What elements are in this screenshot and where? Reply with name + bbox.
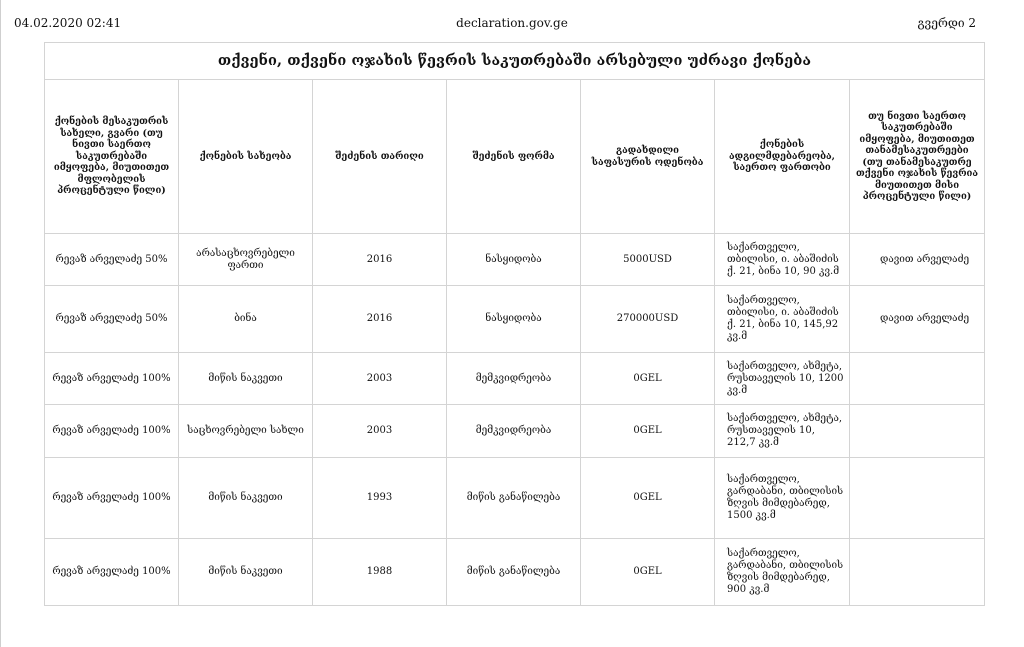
table-row [45, 405, 985, 458]
col-header-owner: ქონების მესაკუთრის სახელი, გვარი (თუ ნივთი საერთო საკუთრებაში იმყოფება, მიუთითეთ მფლობელის პროცენტული წილი) [45, 80, 179, 234]
col-header-price: გადახდილი საფასურის ოდენობა [581, 80, 715, 234]
cell-coowner: დავით არველაძე [850, 234, 985, 286]
cell-coowner [850, 405, 985, 458]
cell-location: საქართველო, ახმეტა, რუსთაველის 10, 212,7 კვ.მ [715, 405, 850, 458]
print-datetime: 04.02.2020 02:41 [14, 16, 122, 30]
page-left-edge [0, 0, 1, 647]
col-header-type: ქონების სახეობა [179, 80, 313, 234]
cell-coowner: დავით არველაძე [850, 286, 985, 353]
cell-date: 2003 [313, 405, 447, 458]
cell-form: მიწის განაწილება [447, 539, 581, 606]
cell-type: საცხოვრებელი სახლი [179, 405, 313, 458]
cell-owner: რევაზ არველაძე 50% [45, 286, 179, 353]
cell-price: 0GEL [581, 353, 715, 405]
cell-date: 1988 [313, 539, 447, 606]
col-header-coowner: თუ ნივთი საერთო საკუთრებაში იმყოფება, მიუთითეთ თანამესაკუთრეები (თუ თანამესაკუთრე თქვენი ოჯახის წევრია მიუთითეთ მისი პროცენტული წილი) [850, 80, 985, 234]
cell-location: საქართველო, გარდაბანი, თბილისის ზღვის მიმდებარედ, 900 კვ.მ [715, 539, 850, 606]
cell-form: ნასყიდობა [447, 286, 581, 353]
col-header-form: შეძენის ფორმა [447, 80, 581, 234]
cell-date: 2003 [313, 353, 447, 405]
table-row [45, 458, 985, 539]
table-row [45, 286, 985, 353]
cell-type: მიწის ნაკვეთი [179, 353, 313, 405]
cell-coowner [850, 353, 985, 405]
table-row [45, 234, 985, 286]
cell-location: საქართველო, ახმეტა, რუსთაველის 10, 1200 კვ.მ [715, 353, 850, 405]
cell-type: ბინა [179, 286, 313, 353]
cell-location: საქართველო, თბილისი, ი. აბაშიძის ქ. 21, ბინა 10, 145,92 კვ.მ [715, 286, 850, 353]
cell-form: მემკვიდრეობა [447, 353, 581, 405]
cell-coowner [850, 539, 985, 606]
real-estate-table [44, 42, 985, 606]
table-header-row [45, 80, 985, 234]
table-row [45, 353, 985, 405]
table-row [45, 539, 985, 606]
cell-owner: რევაზ არველაძე 50% [45, 234, 179, 286]
cell-type: არასაცხოვრებელი ფართი [179, 234, 313, 286]
site-name: declaration.gov.ge [456, 16, 568, 30]
cell-date: 2016 [313, 286, 447, 353]
cell-location: საქართველო, გარდაბანი, თბილისის ზღვის მიმდებარედ, 1500 კვ.მ [715, 458, 850, 539]
cell-type: მიწის ნაკვეთი [179, 458, 313, 539]
cell-owner: რევაზ არველაძე 100% [45, 539, 179, 606]
cell-date: 1993 [313, 458, 447, 539]
page-number: გვერდი 2 [917, 16, 976, 30]
cell-type: მიწის ნაკვეთი [179, 539, 313, 606]
cell-price: 0GEL [581, 458, 715, 539]
cell-price: 0GEL [581, 539, 715, 606]
cell-owner: რევაზ არველაძე 100% [45, 405, 179, 458]
cell-form: ნასყიდობა [447, 234, 581, 286]
col-header-location: ქონების ადგილმდებარეობა, საერთო ფართობი [715, 80, 850, 234]
cell-owner: რევაზ არველაძე 100% [45, 353, 179, 405]
cell-price: 0GEL [581, 405, 715, 458]
cell-form: მემკვიდრეობა [447, 405, 581, 458]
cell-price: 5000USD [581, 234, 715, 286]
cell-coowner [850, 458, 985, 539]
cell-owner: რევაზ არველაძე 100% [45, 458, 179, 539]
cell-date: 2016 [313, 234, 447, 286]
cell-price: 270000USD [581, 286, 715, 353]
cell-form: მიწის განაწილება [447, 458, 581, 539]
col-header-date: შეძენის თარიღი [313, 80, 447, 234]
table-title: თქვენი, თქვენი ოჯახის წევრის საკუთრებაში არსებული უძრავი ქონება [45, 43, 985, 80]
cell-location: საქართველო, თბილისი, ი. აბაშიძის ქ. 21, ბინა 10, 90 კვ.მ [715, 234, 850, 286]
